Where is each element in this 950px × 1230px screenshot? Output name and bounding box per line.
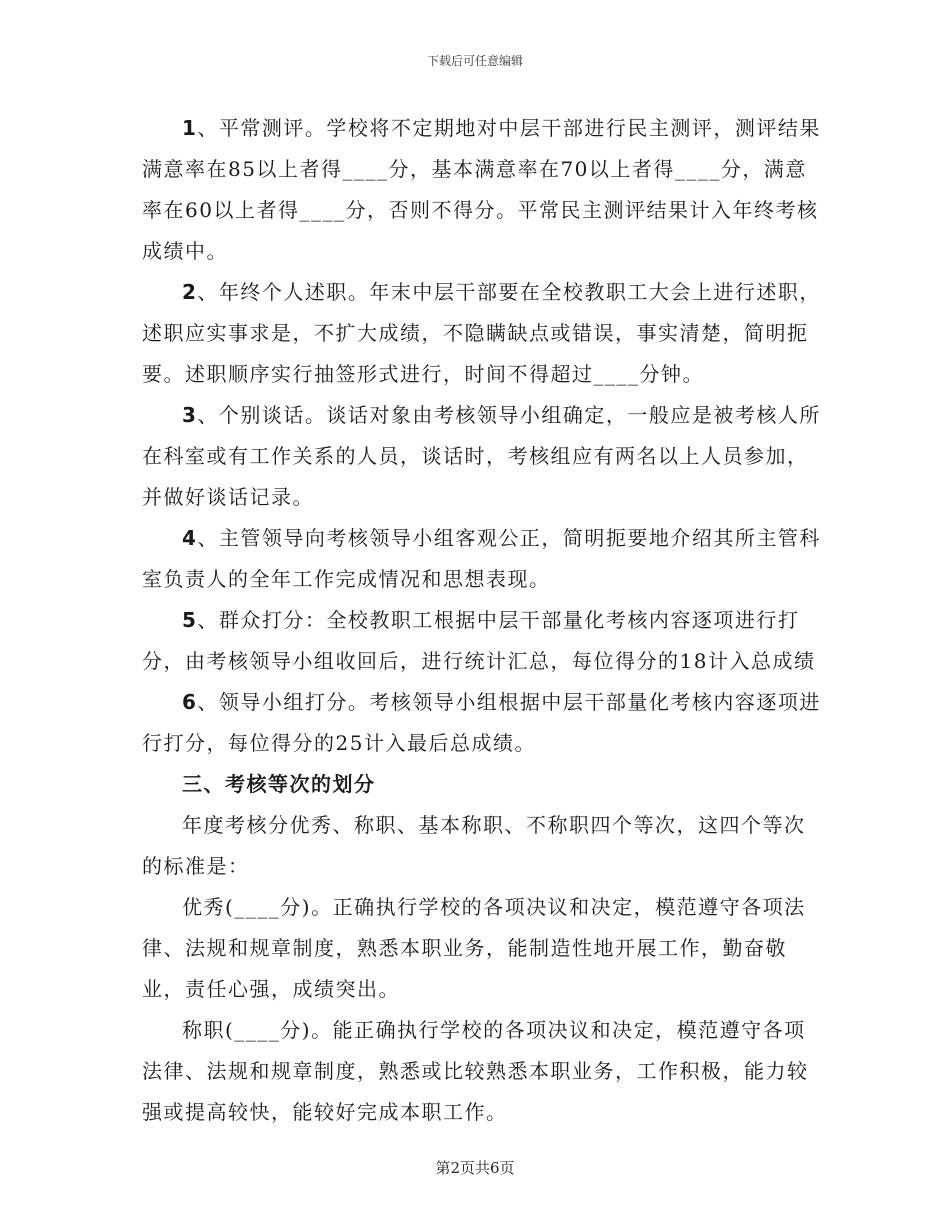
- page-number: 第2页共6页: [435, 1159, 515, 1177]
- item-text: 、群众打分：全校教职工根据中层干部量化考核内容逐项进行打分，由考核领导小组收回后，进行统计汇总，每位得分的18计入总成绩: [142, 608, 816, 673]
- assessment-item-4: [142, 518, 822, 600]
- item-text: 、主管领导向考核领导小组客观公正，简明扼要地介绍其所主管科室负责人的全年工作完成情况和思想表现。: [142, 526, 821, 591]
- grade-excellent: 优秀(____分)。正确执行学校的各项决议和决定，模范遵守各项法律、法规和规章制度，熟悉本职业务，能制造性地开展工作，勤奋敬业，责任心强，成绩突出。: [142, 895, 806, 1001]
- assessment-item-3: [142, 395, 822, 518]
- item-number: 1: [182, 116, 198, 140]
- item-text: 、领导小组打分。考核领导小组根据中层干部量化考核内容逐项进行打分，每位得分的25计入最后总成绩。: [142, 690, 821, 755]
- item-text: 、平常测评。学校将不定期地对中层干部进行民主测评，测评结果满意率在85以上者得____分，基本满意率在70以上者得____分，满意率在60以上者得____分，否则不得分。平常民主测评结果计入年终考核成绩中。: [142, 116, 821, 263]
- assessment-item-1: [142, 108, 822, 272]
- item-number: 5: [182, 608, 198, 632]
- item-number: 4: [182, 526, 198, 550]
- section-heading: 三、考核等次的划分: [182, 772, 376, 796]
- item-number: 2: [182, 280, 198, 304]
- document-body: [142, 108, 822, 1133]
- item-number: 6: [182, 690, 198, 714]
- item-number: 3: [182, 403, 198, 427]
- grade-competent: 称职(____分)。能正确执行学校的各项决议和决定，模范遵守各项法律、法规和规章制度，熟悉或比较熟悉本职业务，工作积极，能力较强或提高较快，能较好完成本职工作。: [142, 1018, 809, 1124]
- assessment-item-2: [142, 272, 822, 395]
- assessment-item-5: [142, 600, 822, 682]
- item-text: 、个别谈话。谈话对象由考核领导小组确定，一般应是被考核人所在科室或有工作关系的人员，谈话时，考核组应有两名以上人员参加，并做好谈话记录。: [142, 403, 821, 509]
- assessment-item-6: [142, 682, 822, 764]
- section-intro: 年度考核分优秀、称职、基本称职、不称职四个等次，这四个等次的标准是：: [142, 813, 806, 878]
- item-text: 、年终个人述职。年末中层干部要在全校教职工大会上进行述职，述职应实事求是，不扩大成绩，不隐瞒缺点或错误，事实清楚，简明扼要。述职顺序实行抽签形式进行，时间不得超过____分钟。: [142, 280, 821, 386]
- header-note: 下载后可任意编辑: [426, 54, 523, 68]
